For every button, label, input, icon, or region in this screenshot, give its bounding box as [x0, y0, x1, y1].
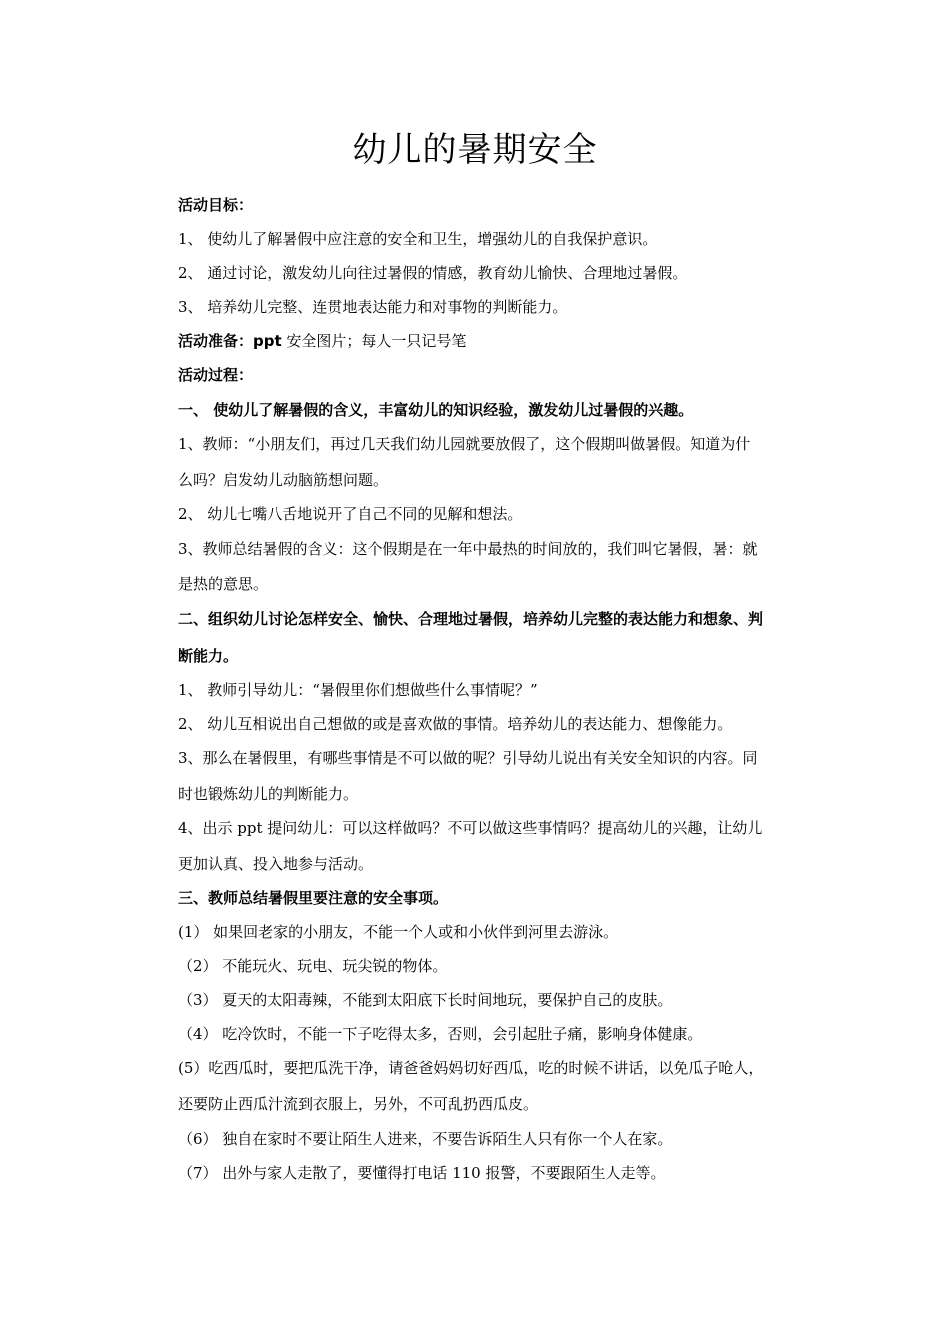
list-item: （3） 夏天的太阳毒辣，不能到太阳底下长时间地玩，要保护自己的皮肤。	[178, 991, 673, 1009]
paragraph-line: 是热的意思。	[178, 575, 269, 593]
paragraph-line: 么吗？启发幼儿动脑筋想问题。	[178, 471, 389, 489]
list-item: （2） 不能玩火、玩电、玩尖锐的物体。	[178, 957, 448, 975]
paragraph-line: 时也锻炼幼儿的判断能力。	[178, 785, 359, 803]
list-item: （4） 吃冷饮时，不能一下子吃得太多，否则，会引起肚子痛，影响身体健康。	[178, 1025, 703, 1043]
preparation-text: 安全图片；每人一只记号笔	[281, 332, 467, 350]
paragraph-line-preparation	[178, 331, 818, 351]
list-item: (1） 如果回老家的小朋友，不能一个人或和小伙伴到河里去游泳。	[178, 923, 619, 941]
paragraph-line: 1、 教师引导幼儿：“暑假里你们想做些什么事情呢？”	[178, 681, 538, 699]
paragraph-line: 1、 使幼儿了解暑假中应注意的安全和卫生，增强幼儿的自我保护意识。	[178, 230, 658, 248]
section-heading-1: 一、 使幼儿了解暑假的含义，丰富幼儿的知识经验，激发幼儿过暑假的兴趣。	[178, 401, 694, 419]
paragraph-line: 3、那么在暑假里，有哪些事情是不可以做的呢？引导幼儿说出有关安全知识的内容。同	[178, 749, 758, 767]
paragraph-line: 2、 幼儿互相说出自己想做的或是喜欢做的事情。培养幼儿的表达能力、想像能力。	[178, 715, 733, 733]
list-item-cont: 还要防止西瓜汁流到衣服上，另外，不可乱扔西瓜皮。	[178, 1095, 539, 1113]
section-heading-2: 二、组织幼儿讨论怎样安全、愉快、合理地过暑假，培养幼儿完整的表达能力和想象、判	[178, 610, 764, 628]
paragraph-line: 4、出示 ppt 提问幼儿：可以这样做吗？不可以做这些事情吗？提高幼儿的兴趣，让幼儿	[178, 819, 763, 837]
section-heading-2-cont: 断能力。	[178, 647, 239, 665]
paragraph-line: 2、 通过讨论，激发幼儿向往过暑假的情感，教育幼儿愉快、合理地过暑假。	[178, 264, 688, 282]
paragraph-line: 3、教师总结暑假的含义：这个假期是在一年中最热的时间放的，我们叫它暑假，暑：就	[178, 540, 758, 558]
paragraph-line: 2、 幼儿七嘴八舌地说开了自己不同的见解和想法。	[178, 505, 523, 523]
list-item: (5）吃西瓜时，要把瓜洗干净，请爸爸妈妈切好西瓜，吃的时候不讲话，以免瓜子呛人，	[178, 1059, 764, 1077]
paragraph-line: 1、教师：“小朋友们，再过几天我们幼儿园就要放假了，这个假期叫做暑假。知道为什	[178, 435, 751, 453]
preparation-label-text: 活动准备：ppt	[178, 332, 282, 350]
section-heading-process: 活动过程：	[178, 366, 254, 384]
list-item: （6） 独自在家时不要让陌生人进来，不要告诉陌生人只有你一个人在家。	[178, 1130, 673, 1148]
section-heading-goals: 活动目标：	[178, 196, 254, 214]
list-item: （7） 出外与家人走散了，要懂得打电话 110 报警，不要跟陌生人走等。	[178, 1164, 666, 1182]
section-heading-3: 三、教师总结暑假里要注意的安全事项。	[178, 889, 449, 907]
paragraph-line: 3、 培养幼儿完整、连贯地表达能力和对事物的判断能力。	[178, 298, 568, 316]
paragraph-line: 更加认真、投入地参与活动。	[178, 855, 374, 873]
document-title: 幼儿的暑期安全	[352, 130, 598, 170]
